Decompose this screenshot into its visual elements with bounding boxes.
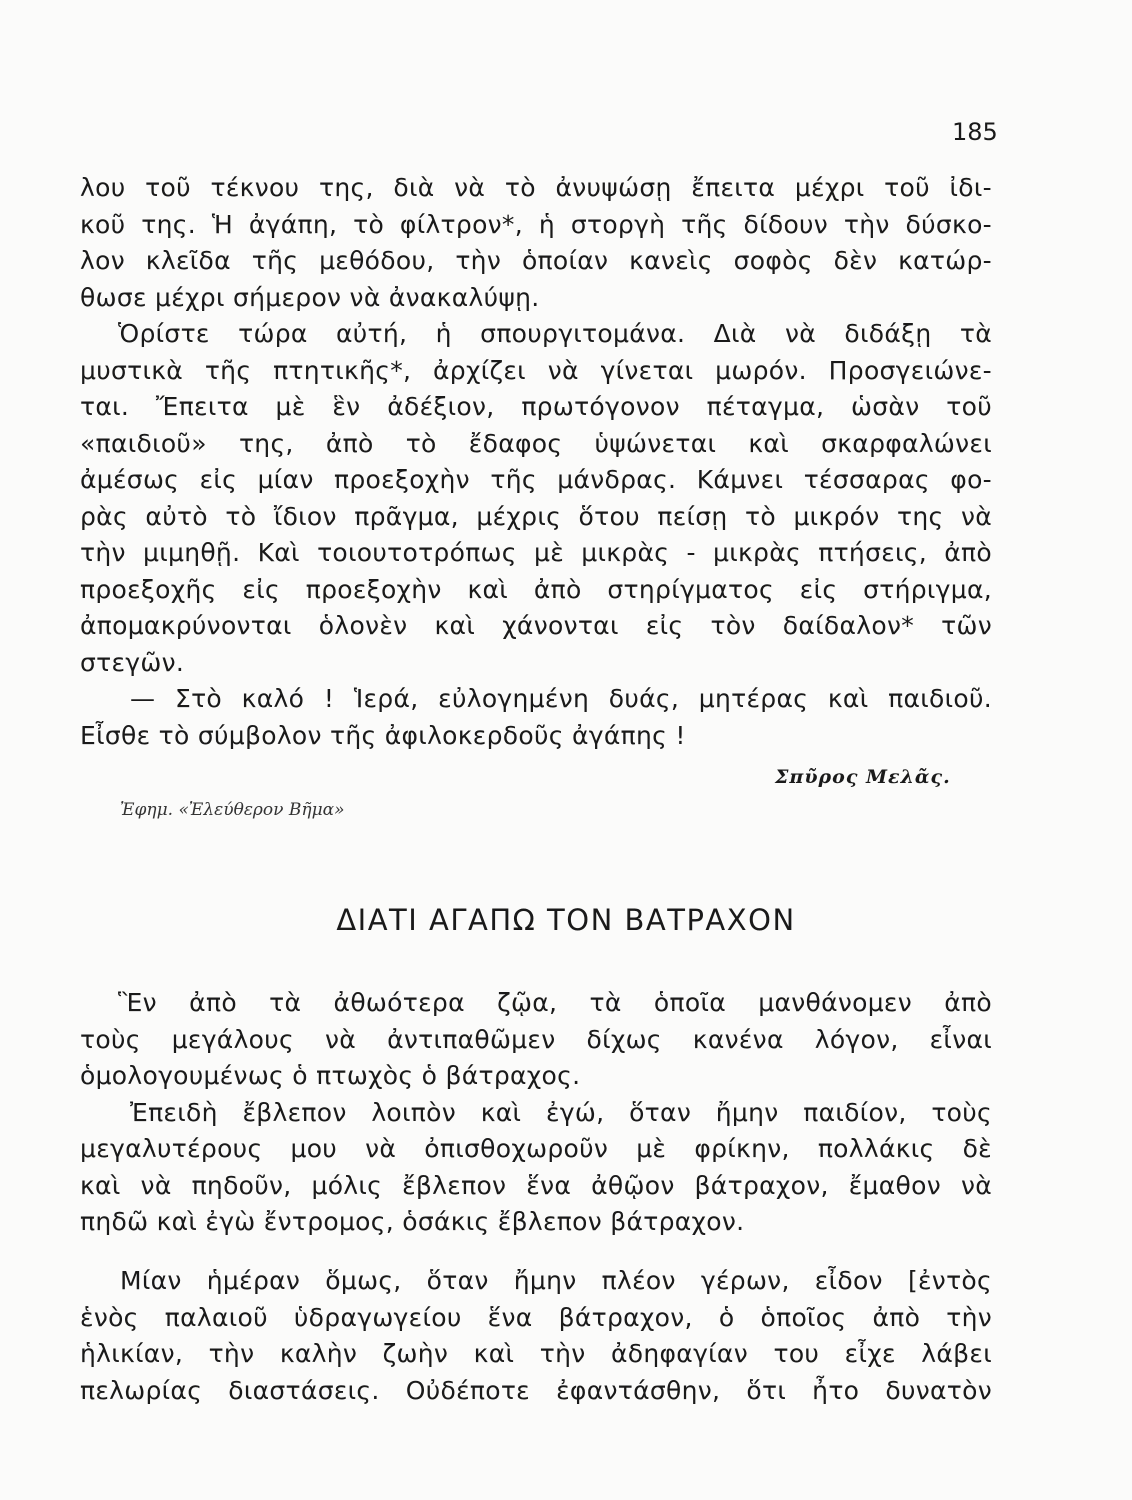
text-line: Ἓν ἀπὸ τὰ ἀθωότερα ζῷα, τὰ ὁποῖα μανθάνομεν ἀπὸ <box>118 988 992 1017</box>
text-line: Εἶσθε τὸ σύμβολον τῆς ἀφιλοκερδοῦς ἀγάπης ! <box>80 720 686 750</box>
paragraph-block-bottom <box>80 1263 992 1409</box>
text-line: — Στὸ καλό ! Ἱερά, εὐλογημένη δυάς, μητέρας καὶ παιδιοῦ. <box>130 684 992 713</box>
text-line: καὶ νὰ πηδοῦν, μόλις ἔβλεπον ἕνα ἀθῷον βάτραχον, ἔμαθον νὰ <box>80 1170 992 1200</box>
text-line: ἡλικίαν, τὴν καλὴν ζωὴν καὶ τὴν ἀδηφαγίαν του εἶχε λάβει <box>80 1339 992 1368</box>
text-line: Ἐπειδὴ ἔβλεπον λοιπὸν καὶ ἐγώ, ὅταν ἤμην παιδίον, τοὺς <box>130 1097 992 1127</box>
text-line: ἀπομακρύνονται ὁλονὲν καὶ χάνονται εἰς τὸν δαίδαλον* τῶν <box>80 611 992 640</box>
text-line: ὁμολογουμένως ὁ πτωχὸς ὁ βάτραχος. <box>80 1061 581 1090</box>
text-line: πελωρίας διαστάσεις. Οὐδέποτε ἐφαντάσθην, ὅτι ἦτο δυνατὸν <box>80 1375 992 1405</box>
text-line: λον κλεῖδα τῆς μεθόδου, τὴν ὁποίαν κανεὶς σοφὸς δὲν κατώρ- <box>80 246 992 275</box>
text-line: Ὁρίστε τώρα αὐτή, ἡ σπουργιτομάνα. Διὰ νὰ διδάξῃ τὰ <box>118 319 992 348</box>
text-line: μυστικὰ τῆς πτητικῆς*, ἀρχίζει νὰ γίνεται μωρόν. Προσγειώνε- <box>80 355 992 385</box>
signature-source: Ἐφημ. «Ἐλεύθερον Βῆμα» <box>120 800 345 820</box>
page-number: 185 <box>952 118 998 146</box>
text-line: τοὺς μεγάλους νὰ ἀντιπαθῶμεν δίχως κανένα λόγον, εἶναι <box>80 1024 992 1054</box>
text-line: μεγαλυτέρους μου νὰ ὀπισθοχωροῦν μὲ φρίκην, πολλάκις δὲ <box>80 1134 992 1163</box>
paragraph-block-middle <box>80 985 992 1241</box>
section-heading: ΔΙΑΤΙ ΑΓΑΠΩ ΤΟΝ ΒΑΤΡΑΧΟΝ <box>336 903 796 937</box>
text-line: ρὰς αὐτὸ τὸ ἴδιον πρᾶγμα, μέχρις ὅτου πείσῃ τὸ μικρόν της νὰ <box>80 501 992 531</box>
text-line: θωσε μέχρι σήμερον νὰ ἀνακαλύψῃ. <box>80 282 540 312</box>
text-line: λου τοῦ τέκνου της, διὰ νὰ τὸ ἀνυψώσῃ ἔπειτα μέχρι τοῦ ἰδι- <box>80 173 992 202</box>
signature-author: Σπῦρος Μελᾶς. <box>775 766 951 788</box>
paragraph-block-top <box>80 170 992 754</box>
text-line: στεγῶν. <box>80 647 185 677</box>
text-line: Μίαν ἡμέραν ὅμως, ὅταν ἤμην πλέον γέρων, εἶδον [ἐντὸς <box>120 1266 992 1295</box>
text-line: προεξοχῆς εἰς προεξοχὴν καὶ ἀπὸ στηρίγματος εἰς στήριγμα, <box>80 574 992 604</box>
text-line: πηδῶ καὶ ἐγὼ ἔντρομος, ὁσάκις ἔβλεπον βάτραχον. <box>80 1207 745 1236</box>
text-line: τὴν μιμηθῇ. Καὶ τοιουτοτρόπως μὲ μικρὰς - μικρὰς πτήσεις, ἀπὸ <box>80 538 992 567</box>
text-line: «παιδιοῦ» της, ἀπὸ τὸ ἔδαφος ὑψώνεται καὶ σκαρφαλώνει <box>80 428 992 458</box>
text-line: ἑνὸς παλαιοῦ ὑδραγωγείου ἕνα βάτραχον, ὁ ὁποῖος ἀπὸ τὴν <box>80 1302 992 1332</box>
text-line: ται. Ἔπειτα μὲ ἓν ἀδέξιον, πρωτόγονον πέταγμα, ὡσὰν τοῦ <box>80 392 992 421</box>
text-line: κοῦ της. Ἡ ἀγάπη, τὸ φίλτρον*, ἡ στοργὴ τῆς δίδουν τὴν δύσκο- <box>80 209 992 239</box>
text-line: ἀμέσως εἰς μίαν προεξοχὴν τῆς μάνδρας. Κάμνει τέσσαρας φο- <box>80 465 992 494</box>
